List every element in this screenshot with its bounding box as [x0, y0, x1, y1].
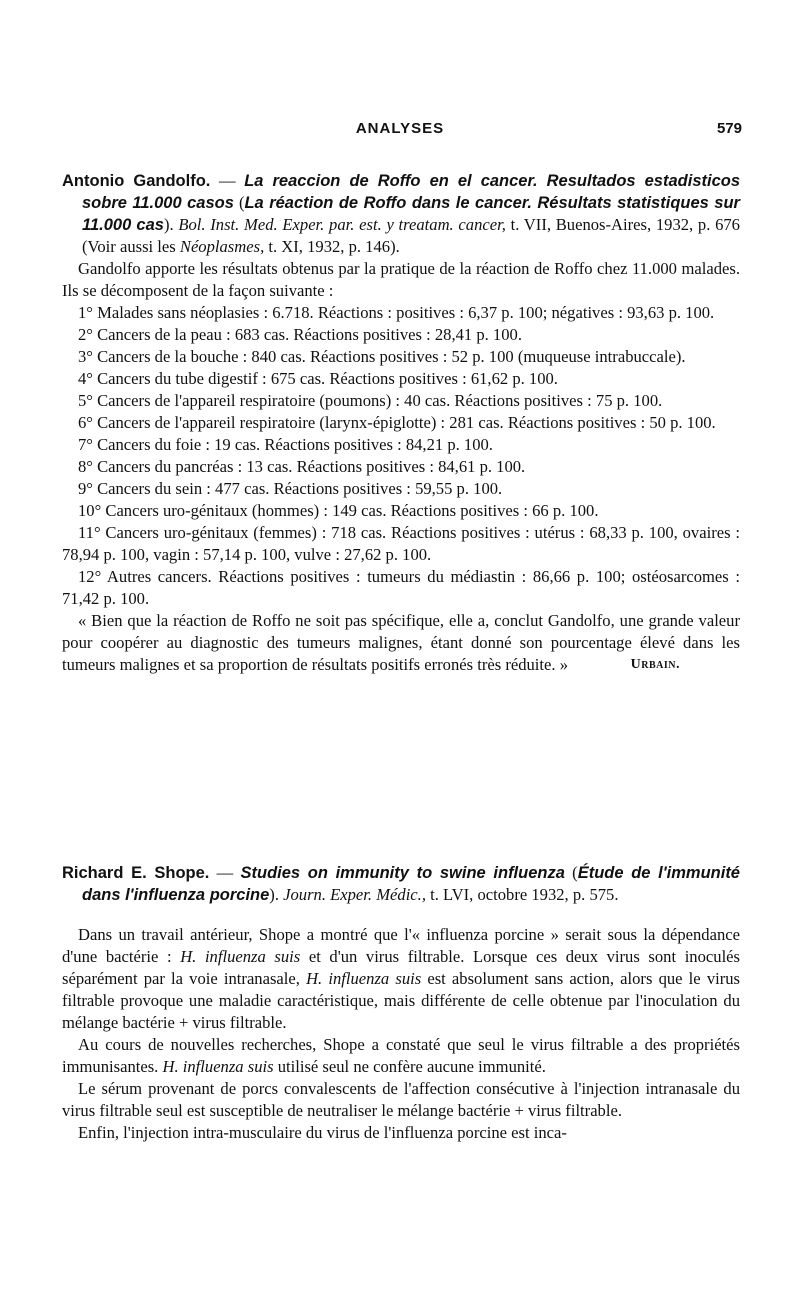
result-item-10: 10° Cancers uro-génitaux (hommes) : 149 cas. Réactions positives : 66 p. 100.	[78, 501, 599, 520]
taxon-name: H. influenza suis	[306, 969, 422, 988]
conclusion-quote	[62, 610, 740, 676]
result-item-9: 9° Cancers du sein : 477 cas. Réactions positives : 59,55 p. 100.	[78, 479, 503, 498]
result-item-7: 7° Cancers du foie : 19 cas. Réactions positives : 84,21 p. 100.	[78, 435, 493, 454]
see-also-citation: t. XI, 1932, p. 146).	[264, 237, 400, 256]
paragraph-text: et d'un virus filtrable. Lorsque ces deux virus sont inoculés séparément par la voie intranasale,	[62, 947, 740, 988]
paren-open: (	[564, 863, 578, 882]
paragraph-text: utilisé seul ne confère aucune immunité.	[273, 1057, 546, 1076]
author-name: Richard E. Shope.	[62, 864, 210, 882]
paren-close: ).	[163, 215, 179, 234]
article-title: La reaccion de Roffo en el cancer. Resultados estadisticos sobre 11.000 casos	[82, 172, 741, 212]
citation: t. LVI, octobre 1932, p. 575.	[425, 885, 619, 904]
body-paragraph-1	[62, 924, 740, 1034]
result-item-8: 8° Cancers du pancréas : 13 cas. Réactions positives : 84,61 p. 100.	[78, 457, 526, 476]
result-item-11: 11° Cancers uro-génitaux (femmes) : 718 cas. Réactions positives : utérus : 68,33 p. 100, ovaires : 78,94 p. 100, vagin : 57,14 p. 100, vulve : 27,62 p. 100.	[62, 523, 740, 564]
paragraph-text: Au cours de nouvelles recherches, Shope a constaté que seul le virus filtrable a des propriétés immunisantes.	[62, 1035, 740, 1076]
review-shope	[62, 862, 740, 1144]
paren-close: ).	[269, 885, 284, 904]
see-also-journal: Néoplasmes,	[179, 237, 265, 256]
paragraph-text: est absolument sans action, alors que le virus filtrable provoque une maladie caractéristique, mais différente de celle obtenue par l'inoculation du mélange bactérie + virus filtrable.	[62, 969, 741, 1032]
result-item-1: 1° Malades sans néoplasies : 6.718. Réactions : positives : 6,37 p. 100; négatives : 93,63 p. 100.	[78, 303, 715, 322]
review-heading	[62, 862, 740, 906]
result-item-5: 5° Cancers de l'appareil respiratoire (poumons) : 40 cas. Réactions positives : 75 p. 100.	[78, 391, 663, 410]
title-translation: Étude de l'immunité dans l'influenza porcine	[82, 864, 740, 904]
reviewer-signature: Urbain.	[630, 657, 680, 672]
page-number: 579	[716, 120, 742, 137]
result-item-12: 12° Autres cancers. Réactions positives : tumeurs du médiastin : 86,66 p. 100; ostéosarcomes : 71,42 p. 100.	[62, 567, 740, 608]
quote-text: « Bien que la réaction de Roffo ne soit pas spécifique, elle a, conclut Gandolfo, une grande valeur pour coopérer au diagnostic des tumeurs malignes, étant donné son pourcentage élevé dans les tumeurs malignes et sa proportion de résultats positifs erronés très réduite. »	[62, 611, 740, 674]
body-paragraph-3: Le sérum provenant de porcs convalescents de l'affection consécutive à l'injection intranasale du virus filtrable seul est susceptible de neutraliser le mélange bactérie + virus filtrable.	[62, 1079, 740, 1120]
taxon-name: H. influenza suis	[162, 1057, 274, 1076]
result-item-6: 6° Cancers de l'appareil respiratoire (larynx-épiglotte) : 281 cas. Réactions positives : 50 p. 100.	[78, 413, 716, 432]
body-paragraph-2	[62, 1034, 740, 1078]
body-paragraph-4: Enfin, l'injection intra-musculaire du virus de l'influenza porcine est inca-	[78, 1123, 567, 1142]
paren-open: (	[233, 193, 245, 212]
review-gandolfo	[62, 170, 740, 676]
heading-dash: —	[210, 171, 245, 190]
heading-dash: —	[209, 863, 241, 882]
running-title: ANALYSES	[355, 120, 445, 137]
result-item-2: 2° Cancers de la peau : 683 cas. Réactions positives : 28,41 p. 100.	[78, 325, 522, 344]
running-head	[62, 120, 742, 142]
review-heading	[62, 170, 740, 258]
intro-paragraph: Gandolfo apporte les résultats obtenus par la pratique de la réaction de Roffo chez 11.000 malades. Ils se décomposent de la façon suivante :	[62, 259, 740, 300]
taxon-name: H. influenza suis	[180, 947, 301, 966]
title-translation: La réaction de Roffo dans le cancer. Résultats statistiques sur 11.000 cas	[82, 194, 740, 234]
citation: t. VII, Buenos-Aires, 1932, p. 676 (Voir aussi les	[82, 215, 740, 256]
journal-name: Bol. Inst. Med. Exper. par. est. y treatam. cancer,	[178, 215, 506, 234]
result-item-4: 4° Cancers du tube digestif : 675 cas. Réactions positives : 61,62 p. 100.	[78, 369, 558, 388]
author-name: Antonio Gandolfo.	[62, 172, 211, 190]
result-item-3: 3° Cancers de la bouche : 840 cas. Réactions positives : 52 p. 100 (muqueuse intrabuccale).	[78, 347, 686, 366]
paragraph-text: Dans un travail antérieur, Shope a montré que l'« influenza porcine » serait sous la dépendance d'une bactérie :	[62, 925, 740, 966]
article-title: Studies on immunity to swine influenza	[240, 864, 565, 882]
journal-name: Journ. Exper. Médic.,	[283, 885, 426, 904]
